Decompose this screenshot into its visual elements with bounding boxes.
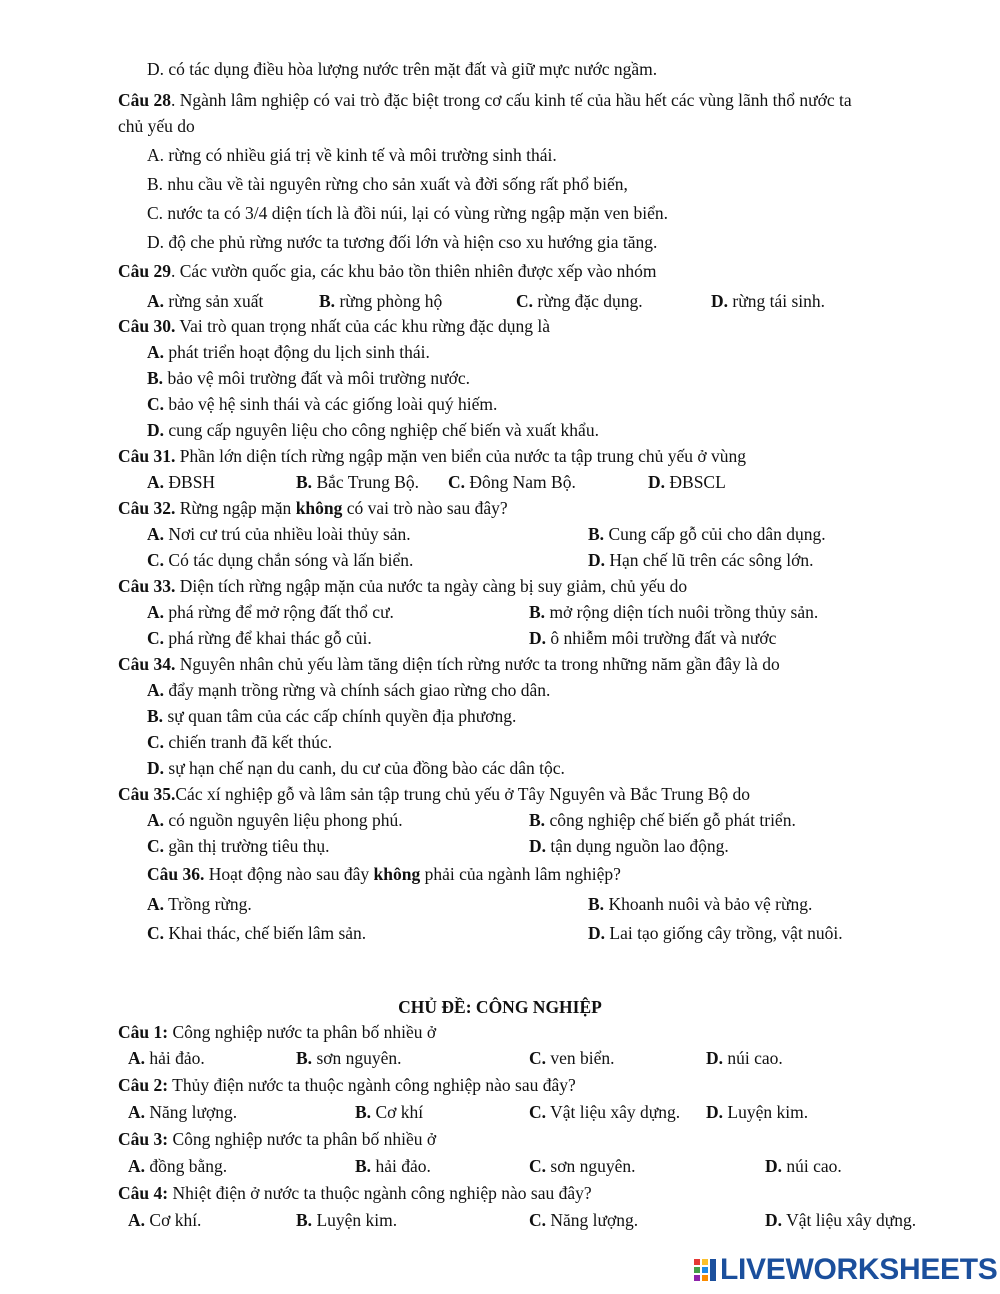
q33-option-c [147, 627, 372, 649]
ind-q3-option-d [765, 1155, 842, 1177]
q34-option-d [147, 757, 565, 779]
q31-option-c-text: Đông Nam Bộ. [465, 472, 576, 492]
ind-q2-stem [118, 1074, 576, 1096]
q36-option-b-label: B. [588, 894, 605, 914]
q30-option-a-label: A. [147, 342, 165, 362]
q32-option-b-text: Cung cấp gỗ củi cho dân dụng. [604, 524, 826, 544]
q35-option-c [147, 835, 330, 857]
q29-number: Câu 29 [118, 261, 171, 281]
q32-stem [118, 497, 508, 519]
liveworksheets-blocks-icon [693, 1257, 717, 1283]
q33-option-c-text: phá rừng để khai thác gỗ củi. [164, 628, 372, 648]
ind-q1-option-d [706, 1047, 783, 1069]
q34-option-d-label: D. [147, 758, 165, 778]
q32-option-c [147, 549, 413, 571]
q36-option-c [147, 922, 366, 944]
ind-q4-option-c-label: C. [529, 1210, 547, 1230]
q31-number: Câu 31. [118, 446, 176, 466]
q31-option-c-label: C. [448, 472, 466, 492]
q30-number: Câu 30. [118, 316, 176, 336]
q33-option-d [529, 627, 776, 649]
ind-q3-stem-text: Công nghiệp nước ta phân bố nhiều ở [168, 1129, 437, 1149]
ind-q3-option-b [355, 1155, 431, 1177]
q36-option-a [147, 893, 252, 915]
q30-stem-text: Vai trò quan trọng nhất của các khu rừng đặc dụng là [175, 316, 550, 336]
q30-option-b-text: bảo vệ môi trường đất và môi trường nước. [163, 368, 471, 388]
q32-stem-emphasis: không [295, 498, 343, 518]
q32-option-b [588, 523, 826, 545]
q35-option-a-label: A. [147, 810, 165, 830]
ind-q4-option-d [765, 1209, 916, 1231]
q31-option-b [296, 471, 419, 493]
q33-option-b-label: B. [529, 602, 546, 622]
q34-option-c-label: C. [147, 732, 165, 752]
ind-q2-option-a [128, 1101, 237, 1123]
q32-option-a [147, 523, 411, 545]
liveworksheets-logo[interactable] [693, 1254, 998, 1286]
q30-option-b-label: B. [147, 368, 164, 388]
q36-stem [147, 863, 621, 885]
ind-q2-option-d-text: Luyện kim. [723, 1102, 809, 1122]
q31-option-a-text: ĐBSH [164, 472, 216, 492]
q35-option-c-label: C. [147, 836, 165, 856]
q36-option-c-label: C. [147, 923, 165, 943]
q31-option-b-label: B. [296, 472, 313, 492]
q31-option-d [648, 471, 726, 493]
q33-stem-text: Diện tích rừng ngập mặn của nước ta ngày càng bị suy giảm, chủ yếu do [175, 576, 688, 596]
q27-option-d: D. có tác dụng điều hòa lượng nước trên mặt đất và giữ mực nước ngầm. [147, 59, 658, 79]
q34-number: Câu 34. [118, 654, 176, 674]
ind-q4-option-a-label: A. [128, 1210, 146, 1230]
ind-q1-option-b [296, 1047, 402, 1069]
q31-option-d-label: D. [648, 472, 666, 492]
q28-option-a: A. rừng có nhiều giá trị về kinh tế và môi trường sinh thái. [147, 145, 557, 165]
q29-option-d [711, 290, 825, 312]
ind-q1-option-d-text: núi cao. [723, 1048, 783, 1068]
q35-stem [118, 783, 750, 805]
q35-option-b-text: công nghiệp chế biến gỗ phát triển. [545, 810, 796, 830]
q29-option-d-label: D. [711, 291, 729, 311]
ind-q1-option-b-label: B. [296, 1048, 313, 1068]
q35-number: Câu 35. [118, 784, 176, 804]
ind-q3-option-d-text: núi cao. [782, 1156, 842, 1176]
ind-q3-option-c [529, 1155, 635, 1177]
ind-q1-option-d-label: D. [706, 1048, 724, 1068]
q32-option-c-label: C. [147, 550, 165, 570]
ind-q3-option-a [128, 1155, 227, 1177]
q34-option-b-label: B. [147, 706, 164, 726]
q35-option-a [147, 809, 403, 831]
ind-q2-option-c-text: Vật liệu xây dựng. [546, 1102, 681, 1122]
ind-q4-option-c-text: Năng lượng. [546, 1210, 639, 1230]
q28-stem-line1: . Ngành lâm nghiệp có vai trò đặc biệt trong cơ cấu kinh tế của hầu hết các vùng lãnh thổ nước ta [171, 90, 852, 110]
q36-option-a-text: Trồng rừng. [164, 894, 252, 914]
q31-stem [118, 445, 746, 467]
q29-stem-text: . Các vườn quốc gia, các khu bảo tồn thiên nhiên được xếp vào nhóm [171, 261, 657, 281]
q32-option-d [588, 549, 814, 571]
q30-option-b [147, 367, 470, 389]
ind-q4-option-b-label: B. [296, 1210, 313, 1230]
liveworksheets-wordmark: LIVEWORKSHEETS [720, 1253, 998, 1286]
q30-option-c [147, 393, 497, 415]
q31-option-d-text: ĐBSCL [665, 472, 726, 492]
q33-option-d-label: D. [529, 628, 547, 648]
ind-q2-option-c [529, 1101, 680, 1123]
q33-option-a [147, 601, 394, 623]
q35-option-b [529, 809, 796, 831]
q35-option-d [529, 835, 729, 857]
q30-stem [118, 315, 550, 337]
q35-option-c-text: gần thị trường tiêu thụ. [164, 836, 330, 856]
q33-number: Câu 33. [118, 576, 176, 596]
q29-stem [118, 260, 657, 282]
q30-option-a [147, 341, 430, 363]
q28-number: Câu 28 [118, 90, 171, 110]
q30-option-c-label: C. [147, 394, 165, 414]
q32-option-a-label: A. [147, 524, 165, 544]
ind-q1-number: Câu 1: [118, 1022, 169, 1042]
q36-option-a-label: A. [147, 894, 165, 914]
q29-option-c-text: rừng đặc dụng. [533, 291, 643, 311]
ind-q2-option-d-label: D. [706, 1102, 724, 1122]
ind-q2-option-a-text: Năng lượng. [145, 1102, 238, 1122]
q36-number: Câu 36. [147, 864, 205, 884]
q33-option-a-label: A. [147, 602, 165, 622]
ind-q1-option-a-text: hải đảo. [145, 1048, 205, 1068]
ind-q4-option-a-text: Cơ khí. [145, 1210, 202, 1230]
q32-option-d-text: Hạn chế lũ trên các sông lớn. [605, 550, 814, 570]
ind-q4-option-d-text: Vật liệu xây dựng. [782, 1210, 917, 1230]
ind-q4-option-c [529, 1209, 638, 1231]
q33-stem [118, 575, 687, 597]
q34-option-a-label: A. [147, 680, 165, 700]
q36-stem-post: phải của ngành lâm nghiệp? [420, 864, 621, 884]
q29-option-c [516, 290, 643, 312]
ind-q4-option-b-text: Luyện kim. [312, 1210, 398, 1230]
q31-option-a [147, 471, 215, 493]
q35-option-d-text: tận dụng nguồn lao động. [546, 836, 729, 856]
q31-option-b-text: Bắc Trung Bộ. [312, 472, 420, 492]
q29-option-d-text: rừng tái sinh. [728, 291, 825, 311]
q36-option-d-label: D. [588, 923, 606, 943]
q29-option-b-label: B. [319, 291, 336, 311]
q28-stem [118, 89, 852, 111]
ind-q4-stem [118, 1182, 592, 1204]
q34-stem [118, 653, 780, 675]
q30-option-d-text: cung cấp nguyên liệu cho công nghiệp chế biến và xuất khẩu. [164, 420, 599, 440]
ind-q1-option-a [128, 1047, 205, 1069]
q34-option-d-text: sự hạn chế nạn du canh, du cư của đồng bào các dân tộc. [164, 758, 565, 778]
q30-option-a-text: phát triển hoạt động du lịch sinh thái. [164, 342, 430, 362]
ind-q4-option-b [296, 1209, 397, 1231]
ind-q2-option-d [706, 1101, 808, 1123]
ind-q1-option-a-label: A. [128, 1048, 146, 1068]
ind-q4-option-a [128, 1209, 201, 1231]
ind-q2-option-b [355, 1101, 423, 1123]
q28-option-d: D. độ che phủ rừng nước ta tương đối lớn và hiện cso xu hướng gia tăng. [147, 232, 658, 252]
q33-option-a-text: phá rừng để mở rộng đất thổ cư. [164, 602, 394, 622]
q30-option-d-label: D. [147, 420, 165, 440]
q32-option-c-text: Có tác dụng chắn sóng và lấn biển. [164, 550, 414, 570]
ind-q3-number: Câu 3: [118, 1129, 169, 1149]
q36-option-c-text: Khai thác, chế biến lâm sản. [164, 923, 367, 943]
q34-option-c-text: chiến tranh đã kết thúc. [164, 732, 333, 752]
q29-option-c-label: C. [516, 291, 534, 311]
q34-stem-text: Nguyên nhân chủ yếu làm tăng diện tích rừng nước ta trong những năm gần đây là do [175, 654, 780, 674]
q29-option-a [147, 290, 263, 312]
q32-option-b-label: B. [588, 524, 605, 544]
q29-option-a-label: A. [147, 291, 165, 311]
q36-option-d [588, 922, 843, 944]
ind-q3-option-b-label: B. [355, 1156, 372, 1176]
q34-option-b [147, 705, 516, 727]
q34-option-b-text: sự quan tâm của các cấp chính quyền địa phương. [163, 706, 517, 726]
ind-q1-stem-text: Công nghiệp nước ta phân bố nhiều ở [168, 1022, 437, 1042]
q32-number: Câu 32. [118, 498, 176, 518]
q29-option-a-text: rừng sản xuất [164, 291, 264, 311]
q34-option-a-text: đẩy mạnh trồng rừng và chính sách giao rừng cho dân. [164, 680, 551, 700]
q36-option-d-text: Lai tạo giống cây trồng, vật nuôi. [605, 923, 843, 943]
q36-stem-emphasis: không [373, 864, 421, 884]
q31-option-c [448, 471, 576, 493]
ind-q3-option-c-text: sơn nguyên. [546, 1156, 636, 1176]
q32-stem-post: có vai trò nào sau đây? [342, 498, 508, 518]
ind-q2-number: Câu 2: [118, 1075, 169, 1095]
section-title: CHỦ ĐỀ: CÔNG NGHIỆP [398, 997, 602, 1017]
q31-stem-text: Phần lớn diện tích rừng ngập mặn ven biển của nước ta tập trung chủ yếu ở vùng [175, 446, 746, 466]
ind-q4-option-d-label: D. [765, 1210, 783, 1230]
ind-q2-option-b-label: B. [355, 1102, 372, 1122]
q31-option-a-label: A. [147, 472, 165, 492]
q35-option-d-label: D. [529, 836, 547, 856]
q34-option-a [147, 679, 550, 701]
ind-q2-option-c-label: C. [529, 1102, 547, 1122]
q36-option-b-text: Khoanh nuôi và bảo vệ rừng. [604, 894, 813, 914]
ind-q3-option-a-label: A. [128, 1156, 146, 1176]
q35-option-b-label: B. [529, 810, 546, 830]
q36-stem-pre: Hoạt động nào sau đây [204, 864, 374, 884]
q33-option-b [529, 601, 818, 623]
ind-q3-option-d-label: D. [765, 1156, 783, 1176]
q33-option-c-label: C. [147, 628, 165, 648]
q28-stem-line2: chủ yếu do [118, 116, 195, 136]
ind-q1-option-c [529, 1047, 615, 1069]
ind-q1-option-c-label: C. [529, 1048, 547, 1068]
ind-q4-stem-text: Nhiệt điện ở nước ta thuộc ngành công nghiệp nào sau đây? [168, 1183, 592, 1203]
q32-option-a-text: Nơi cư trú của nhiều loài thủy sản. [164, 524, 411, 544]
q30-option-c-text: bảo vệ hệ sinh thái và các giống loài quý hiếm. [164, 394, 498, 414]
q33-option-b-text: mở rộng diện tích nuôi trồng thủy sản. [545, 602, 819, 622]
ind-q1-stem [118, 1021, 436, 1043]
ind-q3-option-b-text: hải đảo. [371, 1156, 431, 1176]
ind-q1-option-c-text: ven biển. [546, 1048, 615, 1068]
ind-q4-number: Câu 4: [118, 1183, 169, 1203]
q29-option-b [319, 290, 442, 312]
ind-q2-option-a-label: A. [128, 1102, 146, 1122]
q30-option-d [147, 419, 599, 441]
ind-q1-option-b-text: sơn nguyên. [312, 1048, 402, 1068]
q32-option-d-label: D. [588, 550, 606, 570]
q28-option-b: B. nhu cầu về tài nguyên rừng cho sản xuất và đời sống rất phổ biến, [147, 174, 628, 194]
q29-option-b-text: rừng phòng hộ [335, 291, 443, 311]
ind-q3-stem [118, 1128, 436, 1150]
q28-option-c: C. nước ta có 3/4 diện tích là đồi núi, lại có vùng rừng ngập mặn ven biển. [147, 203, 669, 223]
q35-stem-text: Các xí nghiệp gỗ và lâm sản tập trung chủ yếu ở Tây Nguyên và Bắc Trung Bộ do [175, 784, 751, 804]
q33-option-d-text: ô nhiễm môi trường đất và nước [546, 628, 777, 648]
ind-q2-stem-text: Thủy điện nước ta thuộc ngành công nghiệp nào sau đây? [168, 1075, 576, 1095]
q32-stem-pre: Rừng ngập mặn [175, 498, 296, 518]
q34-option-c [147, 731, 332, 753]
q35-option-a-text: có nguồn nguyên liệu phong phú. [164, 810, 403, 830]
ind-q3-option-a-text: đồng bằng. [145, 1156, 228, 1176]
ind-q2-option-b-text: Cơ khí [371, 1102, 424, 1122]
ind-q3-option-c-label: C. [529, 1156, 547, 1176]
q36-option-b [588, 893, 812, 915]
